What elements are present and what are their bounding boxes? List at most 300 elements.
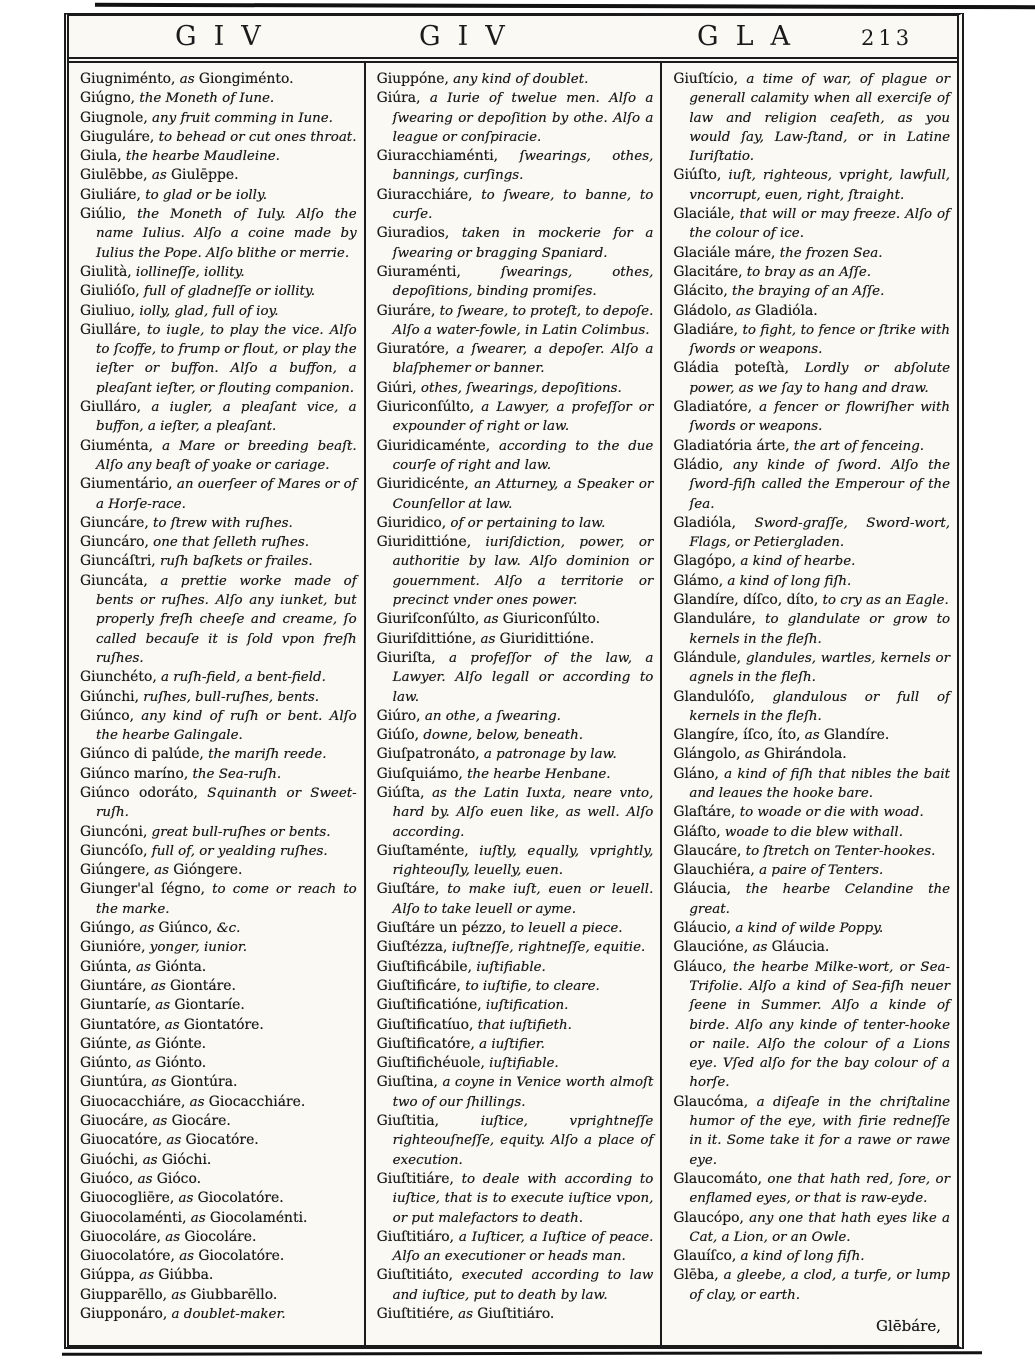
entry-definition: woade to die blew withall. [720,824,903,840]
entry-definition: to iuſtifie, to cleare. [460,978,600,994]
entry-headword: Gladiatóre, [673,399,753,416]
dictionary-entry [377,784,654,842]
entry-headword: Giúngere, [80,862,150,879]
entry-headword: Giuncóni, [80,823,148,840]
entry-headword: Giuridittióne. [499,630,595,647]
entry-headword: Giuráre, [376,302,436,319]
entry-headword: Giuſtificatóre, [376,1035,475,1052]
dictionary-entry [673,591,950,610]
entry-definition: as [131,1036,156,1052]
entry-headword: Giuntaríe, [80,997,152,1014]
entry-headword: Giuracchiaménti, [376,148,499,165]
dictionary-entry [377,475,654,514]
dictionary-entry [377,1054,654,1073]
entry-definition: a time of war, of plague or generall calamity when all exerciſe of law and religion ceaſeth, as you would ſay, Law-ſtand, or in Latine Iuriſtatio. [689,72,951,165]
entry-headword: Gláucio, [673,920,732,937]
dictionary-entry [377,186,654,225]
entry-headword: Glandíre. [823,727,890,744]
dictionary-entry [673,958,950,1093]
entry-definition: as [147,1075,171,1091]
entry-headword: Giuſtificábile, [376,958,473,975]
entry-headword: Giuſtitiáro, [376,1228,455,1245]
entry-headword: Giuſquiámo, [376,765,463,782]
dictionary-entry [80,128,357,147]
dictionary-entry [377,398,654,437]
entry-definition: of or pertaining to law. [446,515,606,531]
entry-definition: any one that hath eyes like a Cat, a Lion, or an Owle. [689,1210,951,1245]
entry-headword: Giocáre. [171,1113,231,1130]
entry-headword: Giupponáro, [80,1306,168,1322]
dictionary-entry [80,861,357,880]
dictionary-entry [673,649,950,688]
entry-headword: Giuradios, [376,225,450,242]
entry-headword: Giuracchiáre, [376,186,473,203]
entry-definition: a Mare or breeding beaſt. Alſo any beaſt of yoake or cariage. [96,438,357,473]
entry-headword: Giontatóre. [183,1016,264,1033]
entry-definition: the hearbe Maudleine. [121,149,280,165]
entry-headword: Giuridico, [376,514,447,531]
dictionary-entry [80,302,357,321]
entry-definition: to fight, to fence or ſtrike with ſwords or weapons. [689,322,951,358]
entry-definition: Sword-graſſe, Sword-wort, Flags, or Petiergladen. [689,515,951,551]
dictionary-entry [377,958,654,977]
dictionary-entry [673,880,950,919]
catchword: Glēbáre, [875,1317,941,1335]
entry-headword: Giuocáre, [80,1113,149,1130]
dictionary-entry [377,610,654,629]
entry-headword: Giuriconſúlto, [376,399,475,416]
entry-headword: Giúppa, [80,1267,135,1284]
entry-definition: as [131,1056,156,1072]
entry-definition: a diſeaſe in the chriſtaline humor of the eye, with firie redneſſe in it. Some take it for a rawe or rawe eye. [689,1094,951,1168]
entry-definition: a Iurie of twelue men. Alſo a ſwearing or depoſition by othe. Alſo a league or conſpiracie. [392,91,654,145]
entry-headword: Giúro, [376,707,421,724]
dictionary-entry [80,1305,357,1324]
dictionary-entry [80,1209,357,1228]
dictionary-entry [673,398,950,437]
entry-headword: Giontáre. [169,977,236,994]
dictionary-entry [80,533,357,552]
dictionary-entry [377,765,654,784]
entry-headword: Giuménta, [80,437,154,454]
entry-headword: Giuncóſo, [80,842,148,859]
entry-headword: Giuſtitia, [376,1113,440,1130]
entry-definition: to glad or be iolly. [140,187,267,203]
dictionary-entry [80,514,357,533]
dictionary-entry [673,244,950,263]
entry-headword: Glaſtáre, [673,804,736,821]
entry-definition: a kind of long fiſh. [736,1249,865,1265]
entry-headword: Giónto. [155,1055,207,1072]
entry-definition: glandulous or full of kernels in the fleſh. [689,689,951,724]
dictionary-entry [673,1093,950,1170]
entry-definition: as [162,1133,186,1149]
entry-headword: Gladióla, [673,514,737,531]
dictionary-entry [80,668,357,687]
entry-definition: as [134,1268,159,1284]
entry-definition: iuriſdiction, power, or authoritie by law. Alſo dominion or gouernment. Alſo a territorie or precinct vnder ones power. [392,535,654,609]
header-guide-center: GIV [419,21,522,52]
entry-headword: Giontaríe. [174,997,245,1014]
dictionary-entry [377,1228,654,1267]
entry-headword: Giúri, [376,379,417,396]
entry-headword: Giuſtitiáre, [376,1170,454,1187]
entry-headword: Giuguláre, [80,128,155,145]
dictionary-entry [673,282,950,301]
dictionary-entry [80,1247,357,1266]
dictionary-entry [80,1054,357,1073]
dictionary-entry [80,1112,357,1131]
entry-definition: a kind of wilde Poppy. [731,921,884,937]
entry-definition: as [186,1210,210,1226]
dictionary-entry [377,938,654,957]
entry-headword: Giuocogliēre, [80,1190,175,1207]
dictionary-entry [80,89,357,108]
entry-headword: Glaucióne, [673,939,749,956]
dictionary-entry [377,514,654,533]
entry-definition: according to the due courſe of right and law. [392,438,654,473]
entry-headword: Giunióre, [80,939,146,956]
dictionary-entry [80,996,357,1015]
entry-headword: Gládia poteſtà, [673,360,790,377]
entry-definition: the art of fenceing. [789,438,925,454]
entry-headword: Glandulóſo, [673,688,755,705]
entry-headword: Giocoláre. [184,1228,257,1245]
page-number: 213 [861,26,914,50]
entry-definition: as [160,1017,184,1033]
entry-definition: to come or reach to the marke. [96,882,357,917]
entry-headword: Gládio, [673,456,724,473]
entry-definition: &c. [212,921,241,937]
dictionary-entry [80,70,357,89]
entry-headword: Giuſtézza, [376,939,448,956]
entry-definition: ruſh baſkets or frailes. [155,554,313,570]
entry-definition: as [185,1094,209,1110]
dictionary-entry [673,70,950,166]
dictionary-entry [673,803,950,822]
column-1 [69,63,366,1345]
dictionary-entry [377,89,654,147]
entry-headword: Glaucáre, [673,842,742,859]
dictionary-entry [80,398,357,437]
dictionary-entry [80,1266,357,1285]
dictionary-entry [377,919,654,938]
dictionary-entry [80,938,357,957]
dictionary-entry [377,726,654,745]
dictionary-entry [673,1266,950,1305]
entry-definition: one that hath red, ſore, or enflamed eyes, or that is raw-eyde. [689,1171,951,1207]
dictionary-entry [377,379,654,398]
entry-definition: ruſhes, bull-ruſhes, bents. [139,689,320,705]
entry-headword: Glaciále, [673,206,735,223]
entry-headword: Giúnto, [80,1055,132,1072]
entry-headword: Glanduláre, [673,611,756,628]
entry-headword: Giuóco, [80,1170,134,1187]
column-2 [366,63,663,1345]
entry-definition: as [147,168,171,184]
dictionary-entry [80,977,357,996]
entry-definition: iuſt, righteous, vpright, lawfull, vncorrupt, euen, right, ſtraight. [689,168,951,203]
entry-definition: the hearbe Henbane. [462,766,611,782]
entry-headword: Giónta. [155,958,207,975]
entry-headword: Giuppóne, [376,71,449,87]
dictionary-entry [377,1305,654,1324]
dictionary-entry [673,938,950,957]
header-guide-right: GLA [697,21,807,52]
dictionary-entry [673,359,950,398]
entry-definition: to deale with according to iuſtice, that is to execute iuſtice vpon, or put malefactors to death. [392,1171,654,1226]
entry-definition: as [476,631,500,647]
dictionary-entry [673,861,950,880]
entry-headword: Giuntáre, [80,977,147,994]
entry-headword: Giuſtitiáto, [376,1267,453,1284]
entry-definition: as [174,1191,198,1207]
dictionary-entry [80,842,357,861]
entry-headword: Giúſto, [673,167,722,184]
entry-definition: to ſweare, to banne, to curſe. [392,187,654,223]
entry-headword: Giulēbbe, [80,167,148,184]
entry-definition: the hearbe Milke-wort, or Sea-Trifolie. Alſo a kind of Sea-fiſh neuer ſeene in Summer. Alſo a kinde of birde. Alſo any kinde of tenter-hooke or naile. Alſo the colour of a Lions eye. Vſed alſo for the bay colour of a horſe. [689,959,951,1091]
entry-headword: Glándule, [673,649,742,666]
dictionary-entry [377,437,654,476]
entry-headword: Ghirándola. [763,746,847,763]
entry-headword: Glandíre, díſco, díto, [673,592,819,609]
dictionary-entry [80,1093,357,1112]
dictionary-entry [673,919,950,938]
entry-definition: as [174,1249,199,1265]
entry-definition: a profeſſor of the law, a Lawyer. Alſo legall or according to law. [392,650,654,705]
dictionary-entry [80,958,357,977]
entry-headword: Gláno, [673,765,719,782]
entry-definition: othes, ſwearings, depoſitions. [416,380,622,396]
dictionary-entry [80,1035,357,1054]
entry-definition: any kind of ruſh or bent. Alſo the hearbe Galingale. [96,708,357,744]
entry-definition: a Lawyer, a profeſſor or expounder of right or law. [392,400,654,435]
entry-headword: Glaucóma, [673,1093,749,1110]
entry-definition: full of gladneſſe or iollity. [139,284,315,300]
entry-definition: as [151,998,175,1014]
entry-headword: Giuocoláre, [80,1228,161,1245]
dictionary-entry [80,1286,357,1305]
entry-headword: Giuncáſtri, [80,553,156,570]
entry-headword: Giuncáta, [80,572,148,589]
dictionary-entry [80,552,357,571]
dictionary-entry [377,745,654,764]
entry-definition: the Moneth of Iuly. Alſo the name Iulius. Alſo a coine made by Iulius the Pope. Alſo blithe or merrie. [96,207,357,261]
entry-definition: iuſtifiable. [484,1056,559,1072]
entry-definition: an othe, a ſwearing. [420,708,561,724]
entry-headword: Giúnchi, [80,688,140,705]
entry-definition: a iugler, a pleaſant vice, a buffon, a ieſter, a pleaſant. [96,400,357,435]
entry-headword: Glaciále máre, [673,244,776,261]
entry-definition: a kind of fiſh that nibles the bait and leaues the hooke bare. [689,766,951,801]
entry-headword: Glámo, [673,572,724,589]
entry-headword: Giubbarēllo. [190,1286,278,1303]
page-header [69,16,957,63]
entry-headword: Giuntúra, [80,1074,148,1091]
dictionary-entry [80,745,357,764]
entry-definition: the braying of an Aſſe. [727,284,885,300]
entry-definition: Squinanth or Sweet-ruſh. [96,785,357,821]
dictionary-entry [673,823,950,842]
entry-headword: Giúnco, [80,707,134,724]
entry-definition: as [161,1229,185,1245]
entry-definition: to woade or die with woad. [735,805,924,821]
entry-definition: that iuſtifieth. [473,1017,572,1033]
dictionary-entry [377,1112,654,1170]
entry-headword: Giocacchiáre. [208,1093,306,1110]
dictionary-entry [377,1170,654,1228]
entry-headword: Giónte. [155,1035,207,1052]
entry-headword: Giuriſconſúlto, [376,611,480,628]
entry-definition: a patronage by law. [479,747,617,763]
dictionary-entry [673,765,950,804]
entry-definition: as [479,612,503,628]
entry-definition: iuſtice, vprightneſſe righteouſneſſe, equity. Alſo a place of execution. [392,1114,654,1168]
entry-headword: Giumentário, [80,476,173,493]
entry-headword: Glaucópo, [673,1209,744,1226]
entry-definition: a kind of long fiſh. [723,573,852,589]
scan-top-edge [95,3,1035,9]
entry-definition: iolly, glad, full of ioy. [135,303,279,319]
entry-headword: Giulláro, [80,399,142,416]
dictionary-entry [80,688,357,707]
dictionary-entry [377,533,654,610]
dictionary-entry [80,437,357,476]
entry-headword: Giúnta, [80,958,132,975]
entry-definition: as [146,978,170,994]
entry-definition: downe, below, beneath. [419,728,584,744]
entry-definition: any fruit comming in Iune. [147,110,333,126]
entry-headword: Giuraménti, [376,263,461,280]
entry-headword: Giocolatóre. [197,1190,284,1207]
entry-headword: Giuſtifichéuole, [376,1055,485,1072]
entry-headword: Glangíre, íſco, íto, [673,727,801,744]
dictionary-entry [673,572,950,591]
entry-definition: as [740,747,764,763]
entry-headword: Giúnco, [158,920,213,937]
entry-headword: Giuncáro, [80,534,149,551]
entry-headword: Giuſtitiáro. [477,1306,555,1322]
entry-headword: Giugniménto, [80,71,176,87]
entry-headword: Giúſta, [376,784,425,801]
entry-definition: a paire of Tenters. [754,863,884,879]
dictionary-entry [80,109,357,128]
entry-headword: Gióngere. [173,862,243,879]
entry-headword: Giuliáre, [80,186,141,203]
scan-bottom-edge [62,1351,982,1356]
entry-definition: as the Latin Iuxta, neare vnto, hard by. Alſo euen like, as well. Alſo according. [392,785,654,840]
entry-headword: Giúlio, [80,206,127,223]
entry-headword: Glauchiéra, [673,862,755,879]
dictionary-entry [377,630,654,649]
dictionary-entry [80,166,357,185]
entry-definition: to ſtrew with ruſhes. [148,515,293,531]
entry-headword: Giocolatóre. [198,1248,285,1265]
entry-headword: Gióco. [156,1170,201,1187]
dictionary-entry [673,263,950,282]
dictionary-entry [80,707,357,746]
entry-definition: the hearbe Celandine the great. [689,882,951,917]
entry-headword: Giúra, [376,90,421,107]
entry-headword: Giúnco odoráto, [80,784,198,801]
dictionary-entry [377,707,654,726]
entry-headword: Giuſtitiére, [376,1306,454,1322]
entry-headword: Giuſtificatíuo, [376,1016,474,1033]
entry-definition: as [167,1287,191,1303]
entry-headword: Glaucomáto, [673,1170,763,1187]
entry-headword: Giuriſta, [376,649,436,666]
dictionary-entry [377,842,654,881]
entry-definition: full of, or yealding ruſhes. [147,843,328,859]
header-guide-left: GIV [175,21,278,52]
dictionary-entry [80,765,357,784]
entry-headword: Giocolaménti. [209,1209,308,1226]
entry-headword: Glēba, [673,1267,719,1284]
entry-headword: Gláſto, [673,823,721,840]
entry-definition: ſwearings, othes, bannings, curſings. [392,149,654,184]
entry-headword: Giuratóre, [376,341,450,358]
dictionary-entry [80,880,357,919]
entry-headword: Giuſtáre un pézzo, [376,920,507,937]
dictionary-entry [673,302,950,321]
entry-headword: Giuóchi, [80,1151,139,1168]
entry-headword: Giuocolaménti, [80,1209,187,1226]
entry-headword: Giuſtina, [376,1074,438,1091]
entry-definition: iuſtly, equally, vprightly, righteouſly, leuelly, euen. [392,843,654,879]
entry-headword: Glagópo, [673,553,737,570]
dictionary-entry [377,1035,654,1054]
dictionary-entry [673,514,950,553]
entry-definition: a coyne in Venice worth almoſt two of our ſhillings. [392,1075,654,1110]
entry-definition: iuſtification. [481,998,569,1014]
entry-headword: Giuocacchiáre, [80,1093,186,1110]
dictionary-entry [80,784,357,823]
dictionary-entry [377,1016,654,1035]
dictionary-entry [673,437,950,456]
entry-definition: as [148,1114,172,1130]
column-3 [662,63,957,1345]
dictionary-entry [377,263,654,302]
dictionary-entry [80,321,357,398]
entry-definition: executed according to law and iuſtice, put to death by law. [392,1268,654,1303]
entry-definition: the Moneth of Iune. [135,91,275,107]
entry-headword: Giulláre, [80,321,141,338]
dictionary-entry [377,649,654,707]
entry-headword: Giúgno, [80,90,136,107]
dictionary-entry [673,205,950,244]
entry-definition: to make iuſt, euen or leuell. Alſo to take leuell or ayme. [392,882,654,917]
entry-headword: Giúnco di palúde, [80,746,204,763]
entry-headword: Giuntatóre, [80,1016,161,1033]
entry-headword: Giocatóre. [185,1132,259,1149]
entry-headword: Giongiménto. [198,71,294,87]
entry-definition: to ſtretch on Tenter-hookes. [741,843,936,859]
dictionary-entry [80,572,357,668]
entry-definition: as [133,1171,157,1187]
entry-headword: Giúngo, [80,920,136,937]
entry-definition: great bull-ruſhes or bents. [147,824,331,840]
entry-definition: glandules, wartles, kernels or agnels in the fleſh. [689,650,951,686]
dictionary-entry [377,977,654,996]
text-columns [69,63,957,1345]
dictionary-entry [377,1073,654,1112]
dictionary-entry [80,1016,357,1035]
entry-definition: to bray as an Aſſe. [742,264,872,280]
entry-definition: a ſwearer, a depoſer. Alſo a blaſphemer or banner. [392,342,654,377]
entry-headword: Giugnole, [80,109,148,126]
entry-headword: Giuſpatronáto, [376,746,480,763]
